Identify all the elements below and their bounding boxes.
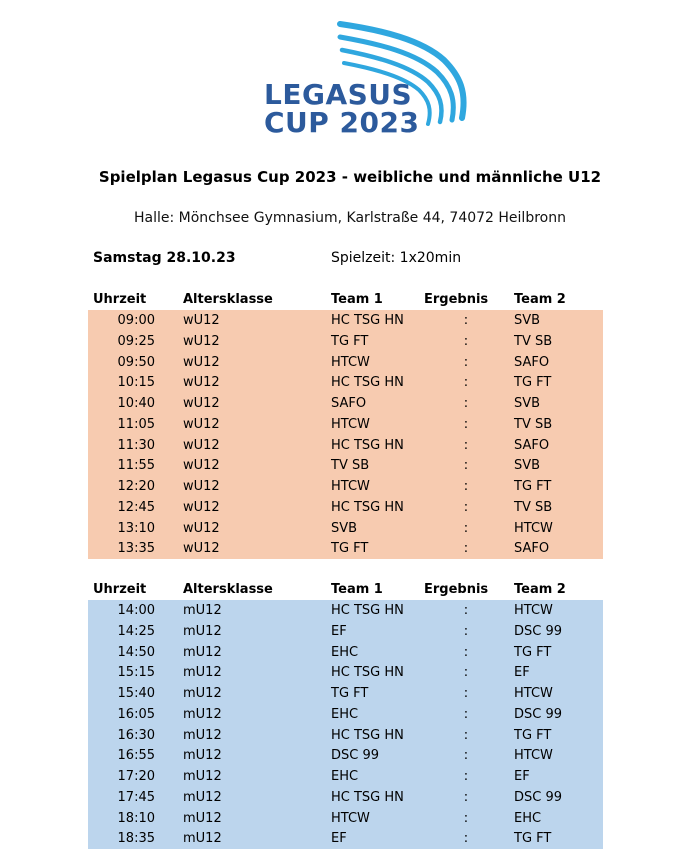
cell-result: : bbox=[463, 479, 469, 494]
cell-result: : bbox=[463, 727, 469, 743]
cell-team1: EHC bbox=[331, 644, 359, 660]
cell-time: 12:20 bbox=[117, 479, 155, 494]
cell-team1: HTCW bbox=[331, 354, 370, 370]
cell-team2: HTCW bbox=[514, 520, 553, 536]
cell-team2: SAFO bbox=[514, 437, 550, 453]
cell-age: wU12 bbox=[183, 541, 220, 557]
cell-result: : bbox=[463, 396, 469, 411]
venue-line: Halle: Mönchsee Gymnasium, Karlstraße 44, 74072 Heilbronn bbox=[134, 210, 566, 226]
cell-age: mU12 bbox=[183, 706, 222, 722]
table-row bbox=[0, 394, 700, 415]
cell-age: wU12 bbox=[183, 333, 220, 349]
cell-age: wU12 bbox=[183, 499, 220, 515]
table-row bbox=[0, 788, 700, 809]
header-team1: Team 1 bbox=[331, 292, 383, 307]
cell-result: : bbox=[463, 603, 469, 618]
cell-time: 13:10 bbox=[117, 520, 155, 536]
cell-age: mU12 bbox=[183, 665, 222, 681]
cell-team1: EF bbox=[331, 831, 347, 847]
cell-result: : bbox=[463, 333, 469, 349]
cell-age: wU12 bbox=[183, 479, 220, 494]
header-time: Uhrzeit bbox=[93, 292, 147, 307]
cell-age: mU12 bbox=[183, 831, 222, 847]
day-label: Samstag 28.10.23 bbox=[93, 250, 236, 266]
table-row bbox=[0, 415, 700, 436]
cell-team2: EF bbox=[514, 665, 530, 681]
cell-team2: TG FT bbox=[514, 727, 552, 743]
cell-team2: HTCW bbox=[514, 603, 553, 618]
cell-age: mU12 bbox=[183, 769, 222, 784]
table-row bbox=[0, 829, 700, 850]
cell-result: : bbox=[463, 789, 469, 805]
cell-time: 15:40 bbox=[117, 686, 155, 701]
cell-time: 10:15 bbox=[117, 375, 155, 391]
cell-result: : bbox=[463, 810, 469, 826]
cell-result: : bbox=[463, 706, 469, 722]
cell-time: 13:35 bbox=[117, 541, 155, 557]
cell-team1: HTCW bbox=[331, 479, 370, 494]
cell-time: 17:45 bbox=[117, 789, 155, 805]
cell-team1: EHC bbox=[331, 769, 359, 784]
table-row bbox=[0, 373, 700, 394]
cell-team1: TV SB bbox=[331, 458, 370, 474]
header-team2: Team 2 bbox=[514, 582, 566, 597]
cell-team2: SAFO bbox=[514, 354, 550, 370]
duration-label: Spielzeit: 1x20min bbox=[331, 250, 462, 266]
cell-time: 11:05 bbox=[117, 416, 155, 432]
cell-team1: HC TSG HN bbox=[331, 437, 404, 453]
cell-time: 14:25 bbox=[117, 623, 155, 639]
cell-age: wU12 bbox=[183, 396, 220, 411]
cell-team2: TV SB bbox=[514, 333, 553, 349]
table-row bbox=[0, 663, 700, 684]
cell-result: : bbox=[463, 458, 469, 474]
cell-result: : bbox=[463, 313, 469, 328]
cell-team1: HTCW bbox=[331, 416, 370, 432]
cell-team1: SAFO bbox=[331, 396, 367, 411]
table-row bbox=[0, 809, 700, 830]
cell-age: wU12 bbox=[183, 416, 220, 432]
table-row bbox=[0, 746, 700, 767]
table-row bbox=[0, 311, 700, 332]
header-team2: Team 2 bbox=[514, 292, 566, 307]
table-row bbox=[0, 705, 700, 726]
cell-team2: SVB bbox=[514, 313, 541, 328]
cell-time: 16:30 bbox=[117, 727, 155, 743]
table-row bbox=[0, 726, 700, 747]
cell-time: 18:10 bbox=[117, 810, 155, 826]
cell-result: : bbox=[463, 665, 469, 681]
cell-age: wU12 bbox=[183, 375, 220, 391]
cell-time: 09:50 bbox=[117, 354, 155, 370]
table-row bbox=[0, 601, 700, 622]
cell-result: : bbox=[463, 499, 469, 515]
cell-team1: TG FT bbox=[331, 333, 369, 349]
cell-result: : bbox=[463, 686, 469, 701]
cell-team1: TG FT bbox=[331, 541, 369, 557]
page-title: Spielplan Legasus Cup 2023 - weibliche und männliche U12 bbox=[98, 168, 602, 186]
cell-team1: HTCW bbox=[331, 810, 370, 826]
table-row bbox=[0, 684, 700, 705]
cell-team1: SVB bbox=[331, 520, 358, 536]
table-row bbox=[0, 643, 700, 664]
cell-team1: TG FT bbox=[331, 686, 369, 701]
cell-team1: HC TSG HN bbox=[331, 499, 404, 515]
table-row bbox=[0, 477, 700, 498]
cell-team2: TG FT bbox=[514, 831, 552, 847]
cell-result: : bbox=[463, 644, 469, 660]
cell-result: : bbox=[463, 354, 469, 370]
cell-team2: HTCW bbox=[514, 748, 553, 764]
header-team1: Team 1 bbox=[331, 582, 383, 597]
legasus-cup-logo bbox=[262, 20, 477, 140]
cell-age: wU12 bbox=[183, 437, 220, 453]
cell-result: : bbox=[463, 769, 469, 784]
cell-team1: HC TSG HN bbox=[331, 727, 404, 743]
cell-time: 14:00 bbox=[117, 603, 155, 618]
table-row bbox=[0, 622, 700, 643]
table-row bbox=[0, 498, 700, 519]
cell-team2: SVB bbox=[514, 396, 541, 411]
cell-team2: TV SB bbox=[514, 499, 553, 515]
cell-time: 09:25 bbox=[117, 333, 155, 349]
cell-team1: HC TSG HN bbox=[331, 375, 404, 391]
cell-age: mU12 bbox=[183, 789, 222, 805]
cell-result: : bbox=[463, 748, 469, 764]
cell-age: mU12 bbox=[183, 810, 222, 826]
cell-team2: DSC 99 bbox=[514, 789, 563, 805]
header-age: Altersklasse bbox=[183, 582, 273, 597]
header-age: Altersklasse bbox=[183, 292, 273, 307]
table-row bbox=[0, 539, 700, 560]
cell-time: 14:50 bbox=[117, 644, 155, 660]
cell-team1: DSC 99 bbox=[331, 748, 380, 764]
table-row bbox=[0, 353, 700, 374]
table-row bbox=[0, 767, 700, 788]
cell-team2: HTCW bbox=[514, 686, 553, 701]
cell-team1: HC TSG HN bbox=[331, 665, 404, 681]
cell-result: : bbox=[463, 623, 469, 639]
header-result: Ergebnis bbox=[424, 292, 489, 307]
cell-age: mU12 bbox=[183, 727, 222, 743]
cell-team2: EHC bbox=[514, 810, 542, 826]
header-result: Ergebnis bbox=[424, 582, 489, 597]
cell-result: : bbox=[463, 416, 469, 432]
cell-team2: SAFO bbox=[514, 541, 550, 557]
cell-team2: TG FT bbox=[514, 644, 552, 660]
cell-result: : bbox=[463, 541, 469, 557]
cell-time: 12:45 bbox=[117, 499, 155, 515]
cell-result: : bbox=[463, 831, 469, 847]
cell-time: 10:40 bbox=[117, 396, 155, 411]
logo-text-line1: LEGASUS bbox=[264, 78, 413, 111]
cell-team2: TV SB bbox=[514, 416, 553, 432]
cell-age: mU12 bbox=[183, 603, 222, 618]
cell-team2: DSC 99 bbox=[514, 623, 563, 639]
cell-age: mU12 bbox=[183, 686, 222, 701]
cell-age: mU12 bbox=[183, 748, 222, 764]
cell-time: 15:15 bbox=[117, 665, 155, 681]
table-row bbox=[0, 519, 700, 540]
cell-time: 18:35 bbox=[117, 831, 155, 847]
cell-age: wU12 bbox=[183, 520, 220, 536]
cell-time: 17:20 bbox=[117, 769, 155, 784]
cell-result: : bbox=[463, 375, 469, 391]
cell-team1: EF bbox=[331, 623, 347, 639]
cell-team2: TG FT bbox=[514, 479, 552, 494]
cell-team2: SVB bbox=[514, 458, 541, 474]
cell-age: wU12 bbox=[183, 458, 220, 474]
cell-team1: EHC bbox=[331, 706, 359, 722]
cell-team2: DSC 99 bbox=[514, 706, 563, 722]
cell-team1: HC TSG HN bbox=[331, 603, 404, 618]
table-row bbox=[0, 332, 700, 353]
cell-time: 11:30 bbox=[117, 437, 155, 453]
header-time: Uhrzeit bbox=[93, 582, 147, 597]
cell-time: 11:55 bbox=[117, 458, 155, 474]
table-row bbox=[0, 456, 700, 477]
table-row bbox=[0, 436, 700, 457]
cell-team1: HC TSG HN bbox=[331, 313, 404, 328]
cell-team1: HC TSG HN bbox=[331, 789, 404, 805]
cell-age: mU12 bbox=[183, 623, 222, 639]
logo-text-line2: CUP 2023 bbox=[264, 106, 420, 139]
cell-team2: EF bbox=[514, 769, 530, 784]
male-table-header bbox=[0, 580, 700, 600]
cell-time: 16:05 bbox=[117, 706, 155, 722]
cell-age: wU12 bbox=[183, 313, 220, 328]
cell-time: 16:55 bbox=[117, 748, 155, 764]
cell-age: wU12 bbox=[183, 354, 220, 370]
cell-team2: TG FT bbox=[514, 375, 552, 391]
cell-result: : bbox=[463, 520, 469, 536]
female-table-header bbox=[0, 290, 700, 310]
cell-time: 09:00 bbox=[117, 313, 155, 328]
cell-result: : bbox=[463, 437, 469, 453]
cell-age: mU12 bbox=[183, 644, 222, 660]
